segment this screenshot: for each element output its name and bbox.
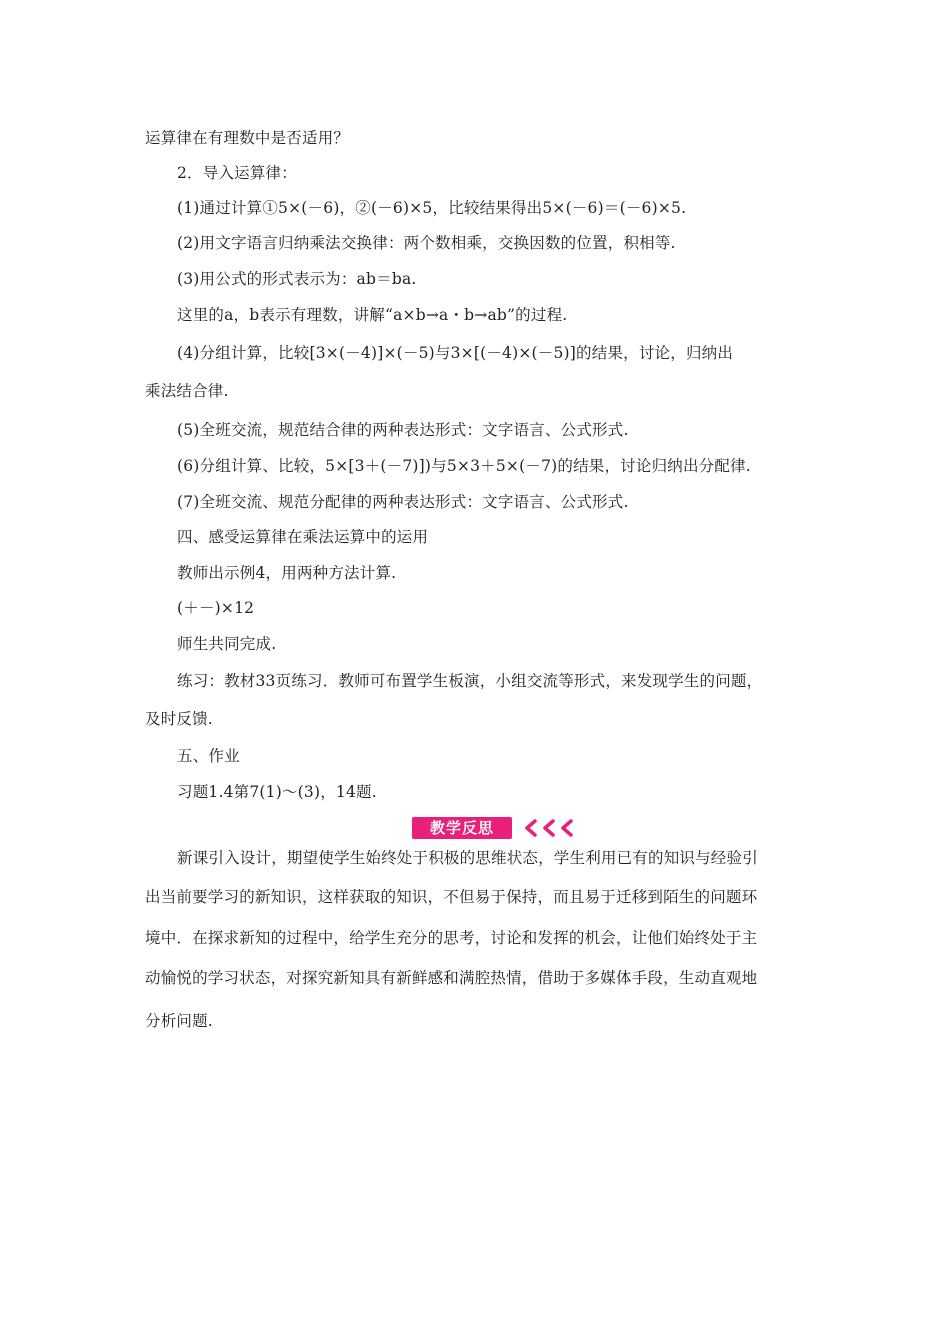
text-line: 四、感受运算律在乘法运算中的运用 <box>177 528 429 546</box>
text-line: 2．导入运算律： <box>177 164 297 182</box>
text-line: (3)用公式的形式表示为：ab＝ba. <box>177 270 417 288</box>
text-line: 习题1.4第7(1)～(3)，14题. <box>177 783 377 801</box>
text-line: 运算律在有理数中是否适用？ <box>145 129 350 147</box>
text-line: 师生共同完成. <box>177 635 277 653</box>
chevron-left-icon <box>522 819 540 837</box>
reflection-line: 新课引入设计，期望使学生始终处于积极的思维状态，学生利用已有的知识与经验引 <box>177 849 758 867</box>
text-line: (4)分组计算，比较[3×(－4)]×(－5)与3×[(－4)×(－5)]的结果，讨论，归纳出 <box>177 344 734 362</box>
text-line: (7)全班交流、规范分配律的两种表达形式：文字语言、公式形式. <box>177 493 629 511</box>
chevron-left-icon <box>540 819 558 837</box>
banner-title: 教学反思 <box>412 817 512 839</box>
reflection-line: 分析问题. <box>145 1012 213 1030</box>
reflection-line: 动愉悦的学习状态，对探究新知具有新鲜感和满腔热情，借助于多媒体手段，生动直观地 <box>145 969 758 987</box>
text-line: 练习：教材33页练习．教师可布置学生板演，小组交流等形式，来发现学生的问题， <box>177 672 763 690</box>
text-line: 教师出示例4，用两种方法计算. <box>177 564 397 582</box>
text-line: (6)分组计算、比较，5×[3＋(－7)])与5×3＋5×(－7)的结果，讨论归纳出分配律. <box>177 457 751 475</box>
reflection-line: 境中．在探求新知的过程中，给学生充分的思考，讨论和发挥的机会，让他们始终处于主 <box>145 929 758 947</box>
chevron-left-icon <box>558 819 576 837</box>
text-line: 乘法结合律. <box>145 382 229 400</box>
text-line: 五、作业 <box>177 747 240 765</box>
reflection-line: 出当前要学习的新知识，这样获取的知识，不但易于保持，而且易于迁移到陌生的问题环 <box>145 888 758 906</box>
text-line: 及时反馈. <box>145 710 213 728</box>
text-line: (＋－)×12 <box>177 599 255 617</box>
section-banner <box>412 817 582 839</box>
text-line: 这里的a，b表示有理数，讲解“a×b→a・b→ab”的过程. <box>177 306 568 324</box>
text-line: (2)用文字语言归纳乘法交换律：两个数相乘，交换因数的位置，积相等. <box>177 234 676 252</box>
text-line: (1)通过计算①5×(－6)，②(－6)×5，比较结果得出5×(－6)＝(－6)×5. <box>177 199 687 217</box>
text-line: (5)全班交流，规范结合律的两种表达形式：文字语言、公式形式. <box>177 421 629 439</box>
